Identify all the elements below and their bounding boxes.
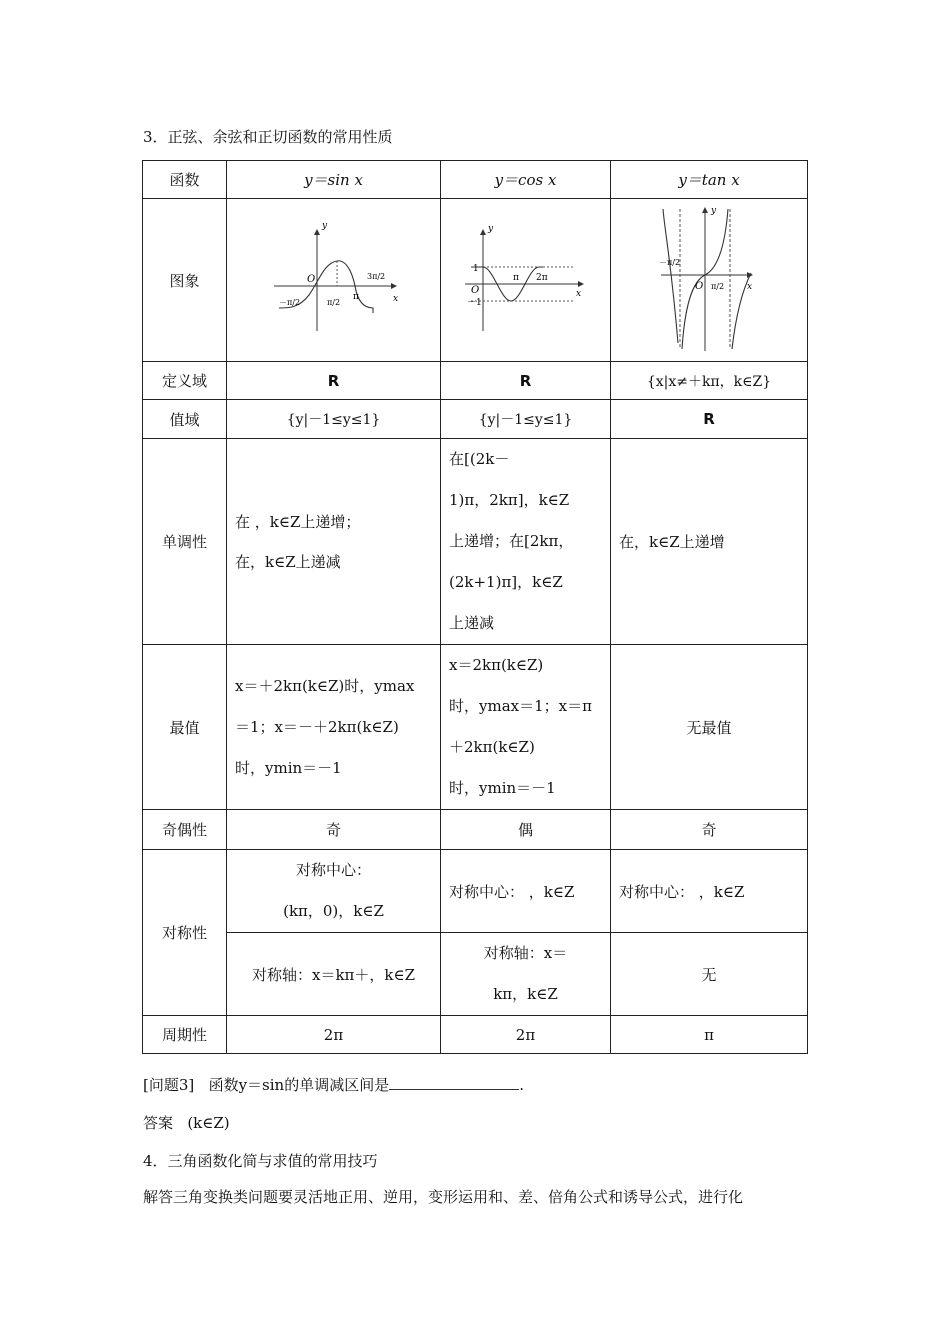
table-row <box>143 810 808 850</box>
extreme-cos-line: 时，ymin＝－1 <box>449 779 556 797</box>
trig-properties-table <box>142 160 808 1054</box>
question-end: . <box>519 1076 524 1094</box>
graph-row-label: 图象 <box>143 199 227 362</box>
sin-y-arrow-icon <box>314 229 320 235</box>
header-sin: y＝sin x <box>227 161 441 199</box>
tan-graph <box>659 203 759 353</box>
extreme-sin-line: ＝1；x＝－＋2kπ(k∈Z) <box>235 717 399 736</box>
paragraph: 解答三角变换类问题要灵活地正用、逆用，变形运用和、差、倍角公式和诱导公式，进行化 <box>143 1188 744 1206</box>
cos-x-label: x <box>576 289 582 299</box>
question-text: 函数y＝sin的单调减区间是 <box>208 1076 390 1094</box>
extreme-cos-line: x＝2kπ(k∈Z) <box>449 656 544 674</box>
sin-x-arrow-icon <box>391 283 397 289</box>
symmetry-center-sin-line: (kπ，0)，k∈Z <box>283 902 384 920</box>
table-row <box>143 199 808 362</box>
monotonic-cos-line: (2k+1)π]，k∈Z <box>449 573 563 591</box>
tan-curve-left <box>663 209 678 343</box>
range-cos: {y|－1≤y≤1} <box>441 400 611 439</box>
tan-y-label: y <box>711 206 717 216</box>
monotonic-sin-line: 在，k∈Z上递减 <box>235 552 341 571</box>
domain-cos: R <box>441 362 611 400</box>
extreme-cos-line: ＋2kπ(k∈Z) <box>449 738 535 756</box>
range-sin: {y|－1≤y≤1} <box>227 400 441 439</box>
extreme-label: 最值 <box>143 645 227 810</box>
parity-cos: 偶 <box>441 810 611 850</box>
symmetry-center-tan: 对称中心： ，k∈Z <box>611 850 808 933</box>
range-tan: R <box>611 400 808 439</box>
symmetry-center-sin <box>227 850 441 933</box>
symmetry-axis-cos <box>441 933 611 1016</box>
symmetry-axis-sin: 对称轴：x＝kπ＋，k∈Z <box>227 933 441 1016</box>
period-sin: 2π <box>227 1016 441 1054</box>
cos-pi-label: π <box>513 273 519 283</box>
symmetry-axis-cos-line: 对称轴：x＝ <box>483 944 568 962</box>
table-row <box>143 362 808 400</box>
question-label: [问题3] <box>143 1076 195 1094</box>
cos-x-arrow-icon <box>578 281 584 287</box>
parity-label: 奇偶性 <box>143 810 227 850</box>
domain-sin: R <box>227 362 441 400</box>
section-title: 3．正弦、余弦和正切函数的常用性质 <box>143 128 393 146</box>
cos-graph <box>463 223 588 333</box>
monotonic-cos <box>441 439 611 645</box>
extreme-cos-line: 时，ymax＝1；x＝π <box>449 697 592 715</box>
answer-line <box>143 1112 230 1133</box>
symmetry-label: 对称性 <box>143 850 227 1016</box>
cos-y-arrow-icon <box>480 229 486 235</box>
period-label: 周期性 <box>143 1016 227 1054</box>
table-row <box>143 645 808 810</box>
symmetry-center-cos: 对称中心： ，k∈Z <box>441 850 611 933</box>
sin-neg-half-pi: －π/2 <box>278 298 300 307</box>
cos-neg-one-label: －1 <box>467 298 482 308</box>
question-3 <box>143 1074 524 1095</box>
monotonic-cos-line: 上递增；在[2kπ， <box>449 532 574 550</box>
extreme-tan: 无最值 <box>611 645 808 810</box>
header-label: 函数 <box>143 161 227 199</box>
period-cos: 2π <box>441 1016 611 1054</box>
extreme-sin-line: x＝＋2kπ(k∈Z)时，ymax <box>235 676 415 695</box>
monotonic-cos-line: 在[(2k－ <box>449 450 510 468</box>
cos-origin-label: O <box>471 285 480 296</box>
extreme-cos <box>441 645 611 810</box>
table-row <box>143 161 808 199</box>
sin-pi: π <box>352 292 359 302</box>
sin-graph-cell <box>227 199 441 362</box>
symmetry-center-sin-line: 对称中心： <box>295 861 371 879</box>
table-row <box>143 439 808 645</box>
sin-half-pi: π/2 <box>326 298 340 307</box>
answer-blank[interactable] <box>389 1075 519 1090</box>
parity-tan: 奇 <box>611 810 808 850</box>
monotonic-tan: 在，k∈Z上递增 <box>611 439 808 645</box>
range-label: 值域 <box>143 400 227 439</box>
period-tan: π <box>611 1016 808 1054</box>
answer-text: (k∈Z) <box>187 1114 230 1132</box>
monotonic-sin-line: 在 ，k∈Z上递增； <box>235 512 361 531</box>
cos-two-pi-label: 2π <box>536 273 548 283</box>
header-tan: y＝tan x <box>611 161 808 199</box>
monotonic-label: 单调性 <box>143 439 227 645</box>
tan-half-pi: π/2 <box>711 282 725 291</box>
cos-y-label: y <box>488 224 494 234</box>
table-row <box>143 933 808 1016</box>
sin-three-half-pi: 3π/2 <box>366 272 385 281</box>
tan-origin-label: O <box>695 281 704 292</box>
parity-sin: 奇 <box>227 810 441 850</box>
table-row <box>143 850 808 933</box>
extreme-sin <box>227 645 441 810</box>
monotonic-cos-line: 1)π，2kπ]，k∈Z <box>449 491 570 509</box>
symmetry-axis-tan: 无 <box>611 933 808 1016</box>
header-cos: y＝cos x <box>441 161 611 199</box>
domain-tan: {x|x≠＋kπ，k∈Z} <box>611 362 808 400</box>
sin-y-label: y <box>321 223 327 231</box>
section4-title: 4．三角函数化简与求值的常用技巧 <box>143 1152 378 1170</box>
table-row <box>143 1016 808 1054</box>
tan-graph-cell <box>611 199 808 362</box>
cos-graph-cell <box>441 199 611 362</box>
domain-label: 定义域 <box>143 362 227 400</box>
monotonic-cos-line: 上递减 <box>449 614 495 632</box>
sin-origin-label: O <box>306 274 315 285</box>
tan-neg-half-pi: －π/2 <box>659 258 681 267</box>
table-row <box>143 400 808 439</box>
tan-y-arrow-icon <box>702 207 708 213</box>
sin-graph <box>269 223 399 333</box>
extreme-sin-line: 时，ymin＝－1 <box>235 758 342 777</box>
tan-x-label: x <box>747 282 753 292</box>
answer-label: 答案 <box>143 1114 174 1132</box>
sin-x-label: x <box>392 294 398 304</box>
cos-one-label: 1 <box>473 264 479 274</box>
symmetry-axis-cos-line: kπ，k∈Z <box>493 985 558 1003</box>
monotonic-sin <box>227 439 441 645</box>
